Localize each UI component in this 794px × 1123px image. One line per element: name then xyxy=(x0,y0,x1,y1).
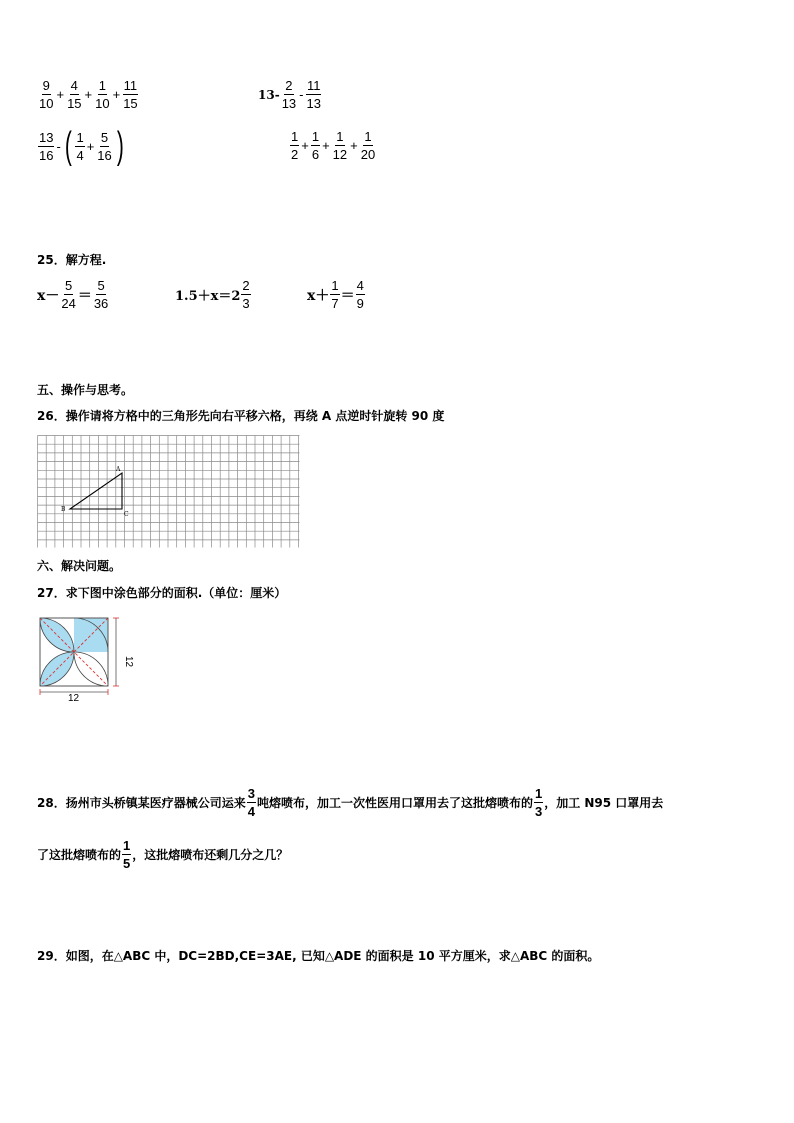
var-x: x－ xyxy=(37,287,60,304)
plus-sign: + xyxy=(301,138,309,153)
q28-line-1 xyxy=(37,786,663,819)
fraction: $\frac{1}{10}$ xyxy=(95,78,110,111)
expr-4 xyxy=(289,129,377,162)
fraction: $\frac{4}{15}$ xyxy=(67,78,82,111)
fraction: $\frac{1}{7}$ xyxy=(331,278,339,311)
lead-number: 13- xyxy=(258,87,280,102)
minus-sign: - xyxy=(299,87,304,102)
plus-sign: + xyxy=(112,87,121,102)
fraction: $\frac{4}{9}$ xyxy=(356,278,364,311)
plus-sign: + xyxy=(56,87,65,102)
expr-2 xyxy=(258,78,323,111)
q28-text-part3: ，加工 N95 口罩用去 xyxy=(544,796,664,810)
expr-1 xyxy=(37,78,140,111)
fraction: $\frac{1}{3}$ xyxy=(534,786,543,819)
fraction: $\frac{2}{3}$ xyxy=(242,278,250,311)
fraction: $\frac{1}{2}$ xyxy=(291,129,299,162)
triangle xyxy=(70,473,122,509)
fraction: $\frac{1}{5}$ xyxy=(123,838,131,871)
q29-text: 29．如图，在△ABC 中，DC=2BD,CE=3AE, 已知△ADE 的面积是 10 平方厘米，求△ABC 的面积。 xyxy=(37,949,600,963)
plus-sign: + xyxy=(86,138,95,154)
equation-1 xyxy=(37,278,110,311)
equation-2 xyxy=(175,278,252,311)
shaded-area-figure xyxy=(36,614,134,704)
label-c: C xyxy=(124,511,129,518)
left-paren: ( xyxy=(64,125,72,167)
var-x: x＋ xyxy=(307,287,330,304)
q25-title: 25．解方程. xyxy=(37,253,107,267)
fraction: $\frac{1}{20}$ xyxy=(360,129,376,162)
equals-sign: ＝ xyxy=(77,287,92,304)
fraction: $\frac{3}{4}$ xyxy=(247,786,255,819)
fraction: $\frac{5}{16}$ xyxy=(97,129,112,163)
expr-3 xyxy=(37,127,126,165)
fraction: $\frac{5}{24}$ xyxy=(61,278,76,311)
q28-text-part2: 吨熔喷布，加工一次性医用口罩用去了这批熔喷布的 xyxy=(256,796,533,810)
q27-text: 27．求下图中涂色部分的面积.（单位：厘米） xyxy=(37,586,287,600)
q28-text-part5: ，这批熔喷布还剩几分之几？ xyxy=(132,848,289,862)
plus-sign: + xyxy=(322,138,330,153)
label-a: A xyxy=(116,466,121,473)
fraction: $\frac{11}{15}$ xyxy=(123,78,138,111)
q28-text-part1: 28．扬州市头桥镇某医疗器械公司运来 xyxy=(37,796,246,810)
fraction: $\frac{11}{13}$ xyxy=(306,78,321,111)
fraction: $\frac{13}{16}$ xyxy=(39,129,54,163)
shaded-region xyxy=(40,618,108,686)
side-length-label: 12 xyxy=(123,656,134,668)
plus-sign: + xyxy=(84,87,93,102)
q26-text: 26．操作请将方格中的三角形先向右平移六格，再绕 A 点逆时针旋转 90 度 xyxy=(37,409,445,423)
q28-line-2 xyxy=(37,838,288,871)
plus-sign: + xyxy=(350,138,358,153)
equals-sign: ＝ xyxy=(340,287,355,304)
section-6-title: 六、解决问题。 xyxy=(37,559,122,573)
minus-sign: - xyxy=(56,138,61,154)
bottom-length-label: 12 xyxy=(68,693,80,704)
fraction: $\frac{2}{13}$ xyxy=(281,78,297,111)
label-b: B xyxy=(61,506,66,513)
fraction: $\frac{5}{36}$ xyxy=(93,278,109,311)
fraction: $\frac{1}{4}$ xyxy=(76,129,84,163)
right-paren: ) xyxy=(116,125,124,167)
fraction: $\frac{1}{12}$ xyxy=(332,129,348,162)
grid-diagram xyxy=(37,435,300,548)
q28-text-part4: 了这批熔喷布的 xyxy=(37,848,122,862)
fraction: $\frac{9}{10}$ xyxy=(39,78,54,111)
fraction: $\frac{1}{6}$ xyxy=(311,129,320,162)
equation-lhs: 1.5＋x＝2 xyxy=(175,289,241,304)
section-5-title: 五、操作与思考。 xyxy=(37,383,134,397)
grid-lines xyxy=(38,436,300,548)
equation-3 xyxy=(307,278,366,311)
